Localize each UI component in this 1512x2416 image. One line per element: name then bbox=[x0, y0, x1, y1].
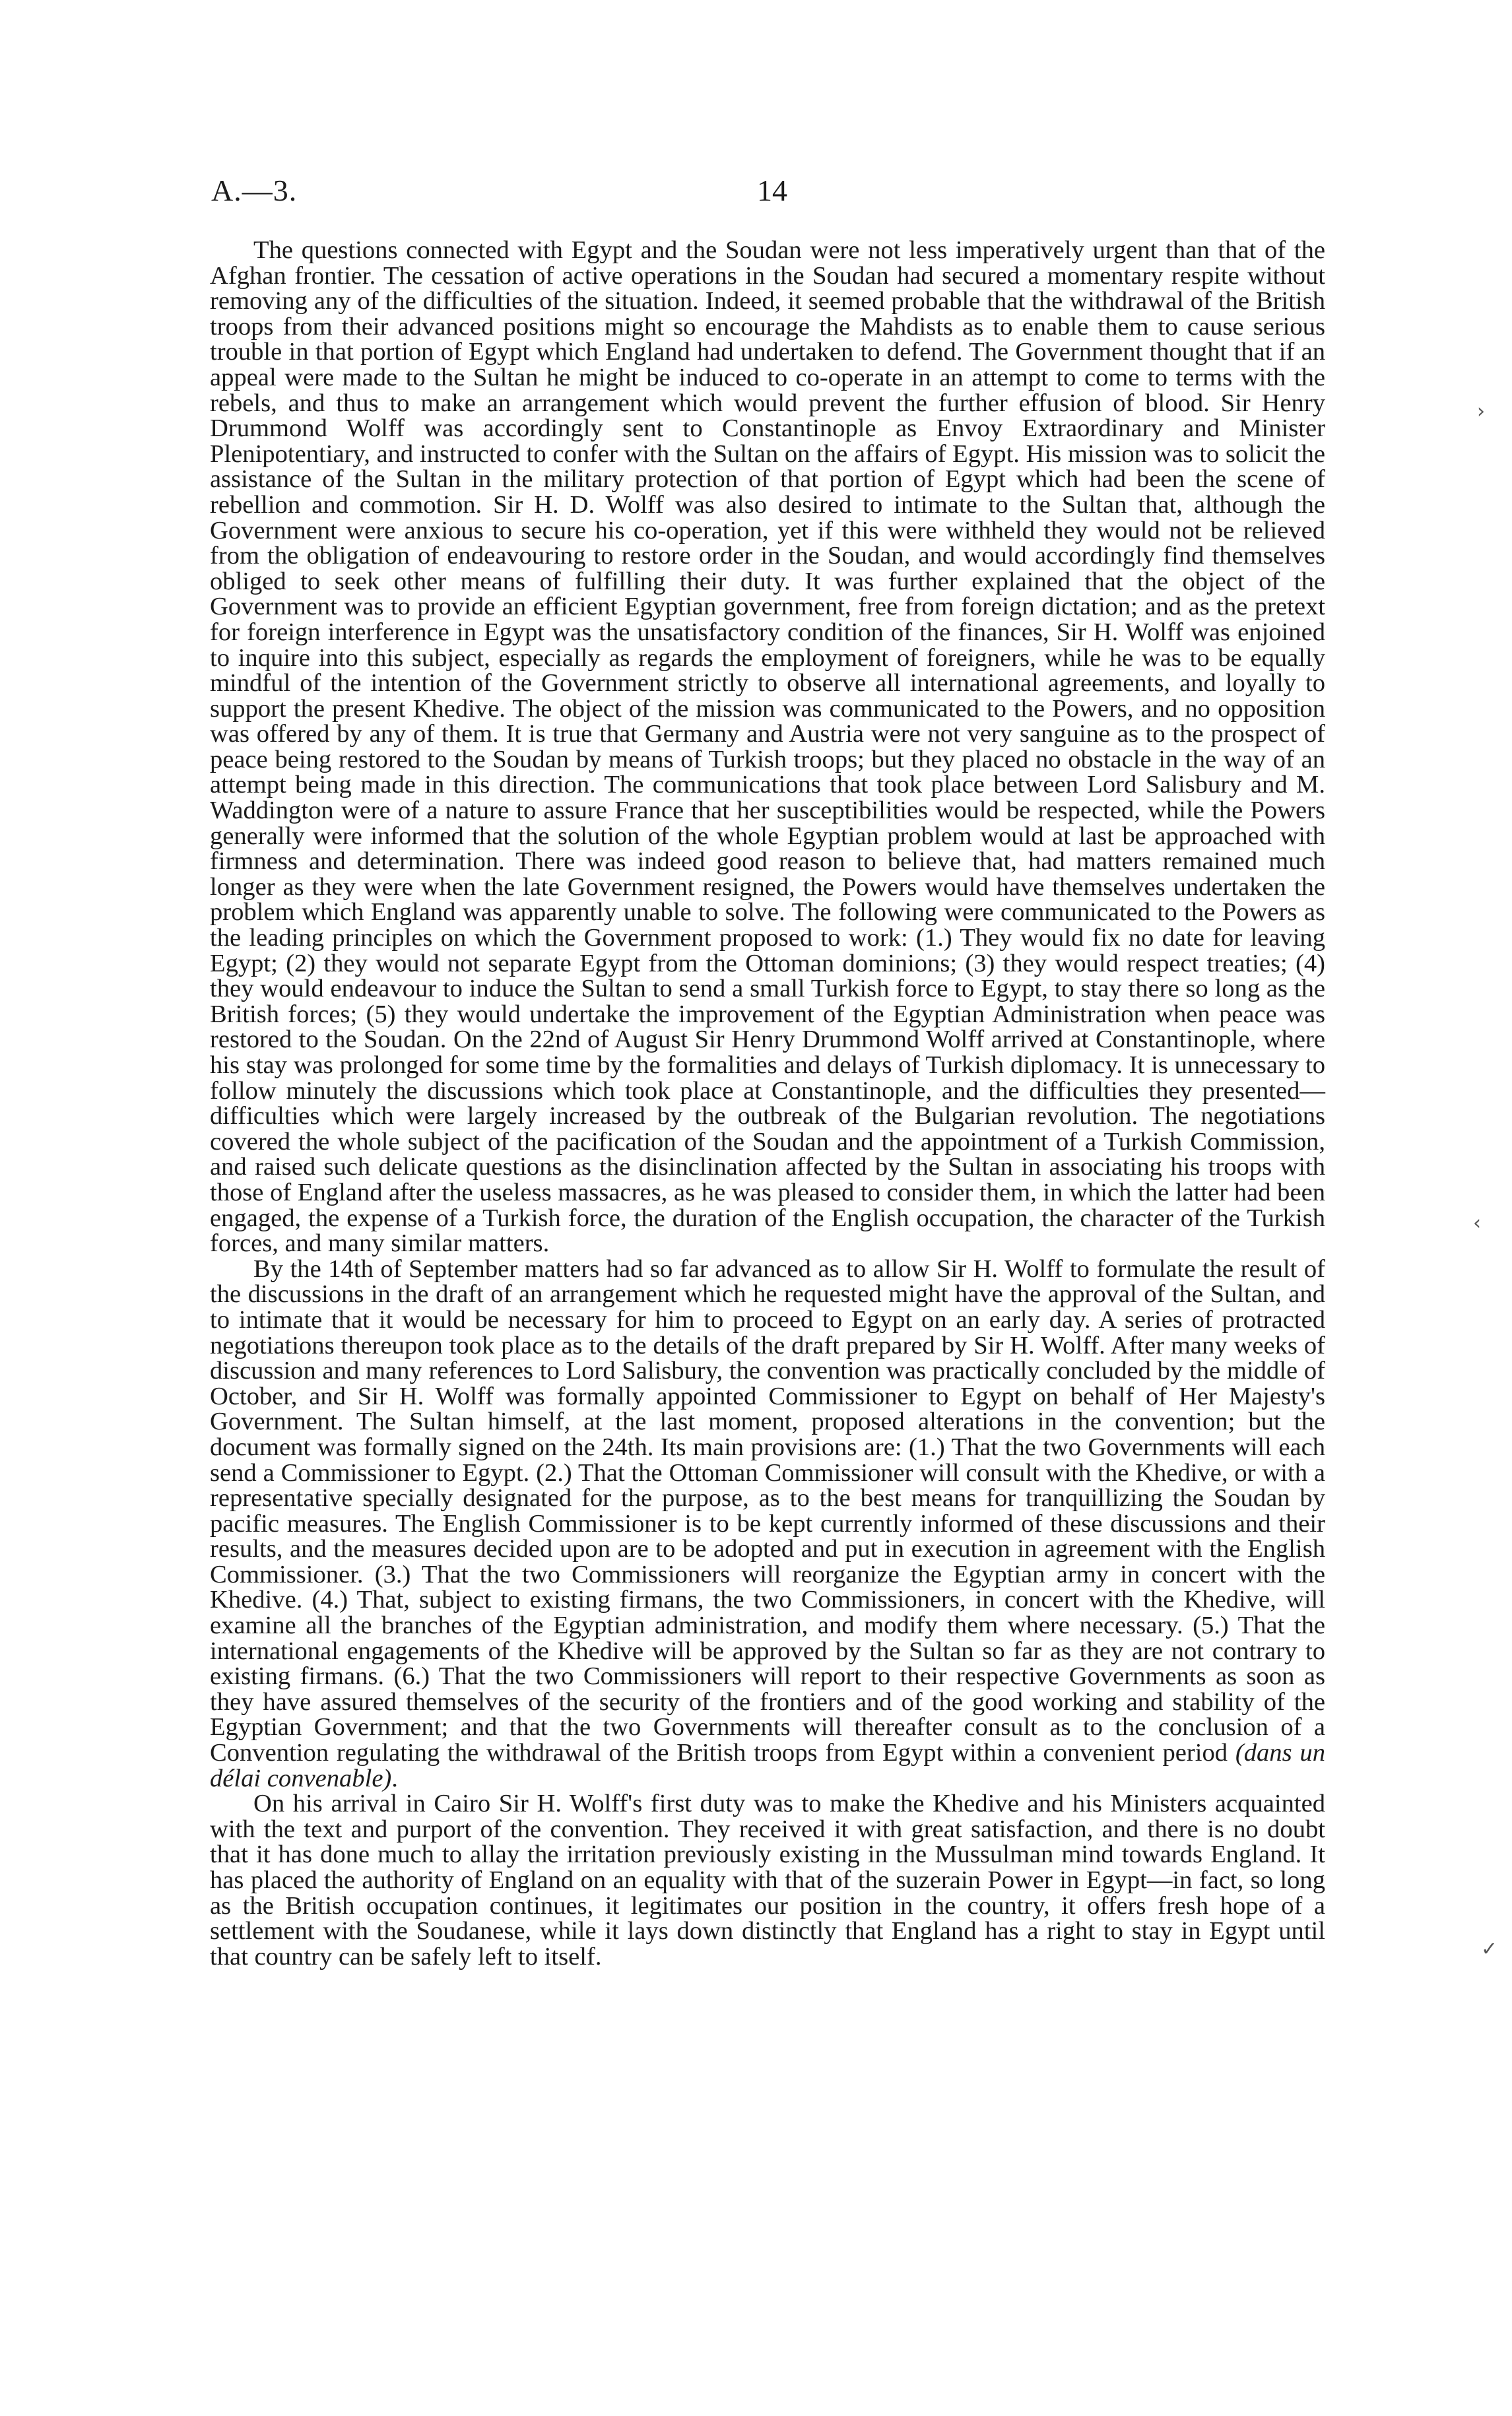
page-header bbox=[211, 173, 1327, 212]
body-text bbox=[210, 238, 1325, 1969]
italic-phrase: (dans un délai convenable) bbox=[210, 1739, 1325, 1792]
page-number: 14 bbox=[757, 174, 787, 207]
margin-tick-icon: ✓ bbox=[1481, 1938, 1498, 1961]
paragraph-egypt-soudan: The questions connected with Egypt and the Soudan were not less imperatively urgent than that of the Afghan frontier. The cessation of active operations in the Soudan had secured a momentary respite without removing any of the difficulties of the situation. Indeed, it seemed probable that the withdrawal of the British troops from their advanced positions might so encourage the Mahdists as to enable them to cause serious trouble in that portion of Egypt which England had undertaken to defend. The Government thought that if an appeal were made to the Sultan he might be induced to co-operate in an attempt to come to terms with the rebels, and thus to make an arrangement which would prevent the further effusion of blood. Sir Henry Drummond Wolff was accordingly sent to Constantinople as Envoy Extraordinary and Minister Plenipotentiary, and instructed to confer with the Sultan on the affairs of Egypt. His mission was to solicit the assistance of the Sultan in the military protection of that portion of Egypt which had been the scene of rebellion and commotion. Sir H. D. Wolff was also desired to intimate to the Sultan that, although the Government were anxious to secure his co-operation, yet if this were withheld they would not be relieved from the obligation of endeavouring to restore order in the Soudan, and would accordingly find themselves obliged to seek other means of fulfilling their duty. It was further explained that the object of the Government was to provide an efficient Egyptian government, free from foreign dictation; and as the pretext for foreign interference in Egypt was the unsatisfactory condition of the finances, Sir H. Wolff was enjoined to inquire into this subject, especially as regards the employment of foreigners, while he was to be equally mindful of the intention of the Government strictly to observe all international agreements, and loyally to support the present Khedive. The object of the mission was communicated to the Powers, and no opposition was offered by any of them. It is true that Germany and Austria were not very sanguine as to the prospect of peace being restored to the Soudan by means of Turkish troops; but they placed no obstacle in the way of an attempt being made in this direction. The communications that took place between Lord Salisbury and M. Waddington were of a nature to assure France that her susceptibilities would be respected, while the Powers generally were informed that the solution of the whole Egyptian problem would at last be approached with firmness and determination. There was indeed good reason to believe that, had matters remained much longer as they were when the late Government resigned, the Powers would have themselves undertaken the problem which England was apparently unable to solve. The following were communicated to the Powers as the leading principles on which the Government proposed to work: (1.) They would fix no date for leaving Egypt; (2) they would not separate Egypt from the Ottoman dominions; (3) they would respect treaties; (4) they would endeavour to induce the Sultan to send a small Turkish force to Egypt, to stay there so long as the British forces; (5) they would undertake the improvement of the Egyptian Administration when peace was restored to the Soudan. On the 22nd of August Sir Henry Drummond Wolff arrived at Constantinople, where his stay was prolonged for some time by the formalities and delays of Turkish diplomacy. It is unnecessary to follow minutely the discussions which took place at Constantinople, and the difficulties they presented—difficulties which were largely increased by the outbreak of the Bulgarian revolution. The negotiations covered the whole subject of the pacification of the Soudan and the appointment of a Turkish Commission, and raised such delicate questions as the disinclination affected by the Sultan in associating his troops with those of England after the useless massacres, as he was pleased to consider them, in which the latter had been engaged, the expense of a Turkish force, the duration of the English occupation, the character of the Turkish forces, and many similar matters. bbox=[210, 236, 1325, 1258]
convention-text: By the 14th of September matters had so far advanced as to allow Sir H. Wolff to formulate the result of the discussions in the draft of an arrangement which he requested might have the approval of the Sultan, and to intimate that it would be necessary for him to proceed to Egypt on an early day. A series of protracted negotiations thereupon took place as to the details of the draft prepared by Sir H. Wolff. After many weeks of discussion and many references to Lord Salisbury, the convention was practically concluded by the middle of October, and Sir H. Wolff was formally appointed Commissioner to Egypt on behalf of Her Majesty's Government. The Sultan himself, at the last moment, proposed alterations in the convention; but the document was formally signed on the 24th. Its main provisions are: (1.) That the two Governments will each send a Commissioner to Egypt. (2.) That the Ottoman Commissioner will consult with the Khedive, or with a representative specially designated for the purpose, as to the best means for tranquillizing the Soudan by pacific measures. The English Commissioner is to be kept currently informed of these discussions and their results, and the measures decided upon are to be adopted and put in execution in agreement with the English Commissioner. (3.) That the two Commissioners will reorganize the Egyptian army in concert with the Khedive. (4.) That, subject to existing firmans, the two Commissioners, in concert with the Khedive, will examine all the branches of the Egyptian administration, and modify them where necessary. (5.) That the international engagements of the Khedive will be approved by the Sultan so far as they are not contrary to existing firmans. (6.) That the two Commissioners will report to their respective Governments as soon as they have assured themselves of the security of the frontiers and of the good working and stability of the Egyptian Government; and that the two Governments will thereafter consult as to the conclusion of a Convention regulating the withdrawal of the British troops from Egypt within a convenient period bbox=[210, 1255, 1325, 1767]
italic-trailer: . bbox=[391, 1764, 398, 1792]
paragraph-cairo-arrival: On his arrival in Cairo Sir H. Wolff's first duty was to make the Khedive and his Ministers acquainted with the text and purport of the convention. They received it with great satisfaction, and there is no doubt that it has done much to allay the irritation previously existing in the Mussulman mind towards England. It has placed the authority of England on an equality with that of the suzerain Power in Egypt—in fact, so long as the British occupation continues, it legitimates our position in the country, it offers fresh hope of a settlement with the Soudanese, while it lays down distinctly that England has a right to stay in Egypt until that country can be safely left to itself. bbox=[210, 1790, 1325, 1971]
margin-mark-icon: ‹ bbox=[1473, 1212, 1481, 1235]
margin-mark-icon: › bbox=[1477, 400, 1485, 423]
document-reference: A.—3. bbox=[211, 174, 298, 207]
paragraph-convention bbox=[210, 1257, 1325, 1791]
